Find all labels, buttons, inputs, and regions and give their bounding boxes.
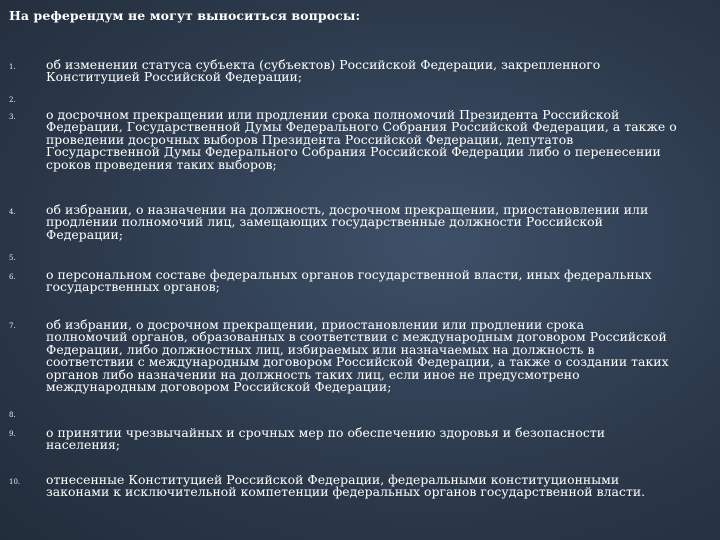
- list-item-1: об изменении статуса субъекта (субъектов) Российской Федерации, закрепленного Конституцией Российской Федерации;: [46, 57, 601, 85]
- list-number: 5.: [9, 254, 16, 262]
- list-number: 3.: [9, 113, 16, 121]
- slide-title: На референдум не могут выноситься вопросы:: [9, 8, 361, 23]
- list-number: 9.: [9, 430, 16, 438]
- list-item-10: отнесенные Конституцией Российской Федерации, федеральными конституционными законами к исключительной компетенции федеральных органов государственной власти.: [46, 472, 646, 500]
- list-number: 6.: [9, 273, 16, 281]
- list-number: 1.: [9, 63, 16, 71]
- list-number: 10.: [9, 478, 21, 486]
- list-item-6: о персональном составе федеральных органов государственной власти, иных федеральных государственных органов;: [46, 267, 652, 295]
- list-number: 4.: [9, 208, 16, 216]
- list-item-9: о принятии чрезвычайных и срочных мер по обеспечению здоровья и безопасности населения;: [46, 425, 606, 453]
- list-item-7: об избрании, о досрочном прекращении, приостановлении или продлении срока полномочий органов, образованных в соответствии с международным договором Российской Федерации, либо должностных лиц, избираемых или назначаемых на должность в соответствии с международным договором Российской Федерации, а также о создании таких органов либо назначении на должность таких лиц, если иное не предусмотрено международным договором Российской Федерации;: [46, 317, 669, 395]
- list-item-4: об избрании, о назначении на должность, досрочном прекращении, приостановлении или продлении полномочий лиц, замещающих государственные должности Российской Федерации;: [46, 202, 649, 242]
- list-number: 7.: [9, 322, 16, 330]
- list-number: 8.: [9, 411, 16, 419]
- list-number: 2.: [9, 96, 16, 104]
- list-item-3: о досрочном прекращении или продлении срока полномочий Президента Российской Федерации, Государственной Думы Федерального Собрания Российской Федерации, а также о проведении досрочных выборов Президента Российской Федерации, депутатов Государственной Думы Федерального Собрания Российской Федерации либо о перенесении сроков проведения таких выборов;: [46, 107, 677, 172]
